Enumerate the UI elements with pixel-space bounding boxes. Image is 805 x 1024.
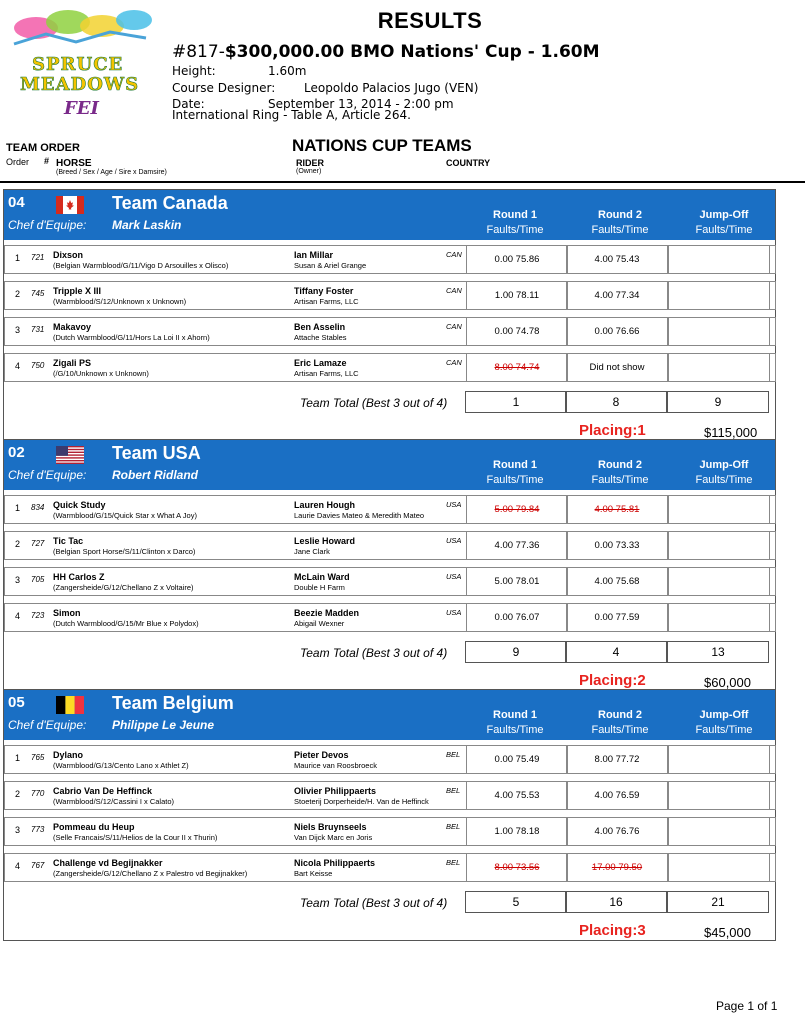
owner-name: Artisan Farms, LLC: [294, 369, 359, 378]
horse-details: (Dutch Warmblood/G/15/Mr Blue x Polydox): [53, 619, 199, 628]
logo-fei: FEI: [64, 98, 99, 119]
result-cell-r2: 0.00 73.33: [566, 531, 668, 560]
entry-order: 2: [15, 289, 21, 299]
team-number: 02: [8, 444, 25, 461]
team-header-bar: [4, 690, 775, 740]
table-row: [4, 817, 776, 846]
round-header-sub: Faults/Time: [486, 474, 544, 486]
flag-canada-icon: [56, 196, 84, 214]
horse-name: Zigali PS: [53, 358, 92, 368]
table-row: [4, 781, 776, 810]
team-prize: $45,000: [704, 925, 751, 940]
horse-details: (Zangersheide/G/12/Chellano Z x Palestro vd Begijnakker): [53, 869, 248, 878]
result-cell-jo: [668, 603, 770, 632]
height-value: 1.60m: [268, 64, 307, 78]
horse-details: (Warmblood/G/13/Cento Lano x Athlet Z): [53, 761, 189, 770]
flag-usa-icon: [56, 446, 84, 464]
horse-name: Dixson: [53, 250, 84, 260]
horse-name: Challenge vd Begijnakker: [53, 858, 163, 868]
rider-name: Ben Asselin: [294, 322, 346, 332]
result-cell-r2: 4.00 75.81: [566, 495, 668, 524]
team-header-bar: [4, 190, 775, 240]
event-title: [172, 42, 600, 62]
rider-country: USA: [446, 608, 462, 617]
height-row: [172, 64, 306, 78]
result-cell-r2: 17.00 79.50: [566, 853, 668, 882]
owner-name: Laurie Davies Mateo & Meredith Mateo: [294, 511, 425, 520]
entry-order: 3: [15, 825, 21, 835]
event-number: #817-: [172, 42, 225, 62]
round-header-sub: Faults/Time: [486, 724, 544, 736]
team-total-cell: 9: [667, 391, 769, 413]
round-header-jo: [674, 709, 774, 736]
horse-name: HH Carlos Z: [53, 572, 105, 582]
rider-country: BEL: [446, 858, 461, 867]
round-header-sub: Faults/Time: [591, 724, 649, 736]
entry-order: 4: [15, 861, 21, 871]
page-number: Page 1 of 1: [716, 999, 778, 1013]
entry-number: 767: [31, 861, 45, 870]
round-header-sub: Faults/Time: [695, 474, 753, 486]
horse-name: Pommeau du Heup: [53, 822, 135, 832]
result-cell-r2: 4.00 76.76: [566, 817, 668, 846]
logo-line-2: MEADOWS: [20, 74, 140, 95]
rider-name: Ian Millar: [294, 250, 334, 260]
round-header-title: Round 2: [598, 709, 642, 721]
entry-order: 4: [15, 361, 21, 371]
flag-belgium-icon: [56, 696, 84, 714]
round-header-title: Jump-Off: [699, 459, 749, 471]
horse-details: (Warmblood/S/12/Cassini I x Calato): [53, 797, 175, 806]
entry-number: 773: [31, 825, 45, 834]
result-cell-r2: 4.00 75.68: [566, 567, 668, 596]
result-cell-r1: 1.00 78.11: [466, 281, 568, 310]
entry-number: 765: [31, 753, 45, 762]
result-cell-r1: 4.00 75.53: [466, 781, 568, 810]
designer-label: Course Designer:: [172, 81, 276, 95]
date-value: September 13, 2014 - 2:00 pm: [268, 97, 454, 111]
round-header-jo: [674, 459, 774, 486]
result-cell-jo: [668, 781, 770, 810]
round-header-sub: Faults/Time: [695, 724, 753, 736]
round-header-r1: [465, 709, 565, 736]
result-cell-r1: 8.00 74.74: [466, 353, 568, 382]
owner-name: Double H Farm: [294, 583, 345, 592]
table-row: [4, 495, 776, 524]
result-cell-r2: 0.00 77.59: [566, 603, 668, 632]
team-total-cell: 16: [565, 891, 667, 913]
team-total-label: Team Total (Best 3 out of 4): [300, 396, 448, 410]
owner-name: Artisan Farms, LLC: [294, 297, 359, 306]
designer-value: Leopoldo Palacios Jugo (VEN): [304, 81, 479, 95]
horse-details: (Selle Francais/S/11/Helios de la Cour II x Thurin): [53, 833, 218, 842]
entry-order: 2: [15, 789, 21, 799]
chef-label: Chef d'Equipe:: [8, 718, 87, 732]
result-cell-jo: [668, 531, 770, 560]
result-cell-r2: 0.00 76.66: [566, 317, 668, 346]
team-header-bar: [4, 440, 775, 490]
horse-name: Dylano: [53, 750, 84, 760]
horse-name: Makavoy: [53, 322, 92, 332]
rider-country: BEL: [446, 786, 461, 795]
table-row: [4, 853, 776, 882]
height-label: Height:: [172, 64, 216, 78]
team-name: Team USA: [112, 443, 201, 463]
team-number: 04: [8, 194, 25, 211]
chef-name: Philippe Le Jeune: [112, 718, 215, 732]
result-cell-r1: 0.00 75.49: [466, 745, 568, 774]
team-total-cell: 5: [465, 891, 567, 913]
team-total-cell: 1: [465, 391, 567, 413]
horse-details: (Warmblood/S/12/Unknown x Unknown): [53, 297, 187, 306]
round-header-title: Round 2: [598, 459, 642, 471]
column-rider-sub: (Owner): [296, 168, 322, 175]
result-cell-r2: 4.00 77.34: [566, 281, 668, 310]
chef-name: Mark Laskin: [112, 218, 182, 232]
designer-row: [172, 81, 478, 95]
horse-name: Tic Tac: [53, 536, 84, 546]
rider-country: USA: [446, 536, 462, 545]
rider-country: CAN: [446, 322, 462, 331]
team-total-label: Team Total (Best 3 out of 4): [300, 896, 448, 910]
date-label: Date:: [172, 97, 205, 111]
round-header-r2: [570, 209, 670, 236]
column-horse-sub: (Breed / Sex / Age / Sire x Damsire): [56, 169, 167, 176]
team-prize: $115,000: [704, 425, 758, 440]
horse-details: (Belgian Warmblood/G/11/Vigo D Arsouilles x Olisco): [53, 261, 229, 270]
ring-info: International Ring - Table A, Article 264.: [172, 108, 411, 122]
horse-name: Quick Study: [53, 500, 106, 510]
result-cell-jo: [668, 281, 770, 310]
team-total-cell: 4: [565, 641, 667, 663]
entry-order: 1: [15, 253, 21, 263]
rider-name: Eric Lamaze: [294, 358, 347, 368]
rider-country: CAN: [446, 286, 462, 295]
chef-label: Chef d'Equipe:: [8, 468, 87, 482]
rider-name: Beezie Madden: [294, 608, 360, 618]
owner-name: Van Dijck Marc en Joris: [294, 833, 373, 842]
owner-name: Bart Keisse: [294, 869, 333, 878]
chef-name: Robert Ridland: [112, 468, 198, 482]
result-cell-jo: [668, 745, 770, 774]
rider-name: Nicola Philippaerts: [294, 858, 376, 868]
logo-line-1: SPRUCE: [32, 54, 124, 75]
entry-number: 750: [31, 361, 45, 370]
result-cell-jo: [668, 317, 770, 346]
result-cell-jo: [668, 245, 770, 274]
round-header-title: Jump-Off: [699, 209, 749, 221]
table-row: [4, 281, 776, 310]
team-placing: Placing:1: [579, 422, 646, 439]
table-row: [4, 317, 776, 346]
result-cell-r1: 0.00 74.78: [466, 317, 568, 346]
column-horse: HORSE: [56, 158, 92, 169]
team-number: 05: [8, 694, 25, 711]
entry-number: 723: [31, 611, 45, 620]
rider-name: Lauren Hough: [294, 500, 355, 510]
rider-name: McLain Ward: [294, 572, 350, 582]
result-cell-r1: 4.00 77.36: [466, 531, 568, 560]
team-prize: $60,000: [704, 675, 751, 690]
entry-order: 4: [15, 611, 21, 621]
result-cell-r1: 5.00 79.84: [466, 495, 568, 524]
rider-country: CAN: [446, 358, 462, 367]
result-cell-r2: Did not show: [566, 353, 668, 382]
round-header-title: Round 1: [493, 209, 537, 221]
owner-name: Susan & Ariel Grange: [294, 261, 367, 270]
horse-name: Cabrio Van De Heffinck: [53, 786, 153, 796]
round-header-title: Round 1: [493, 459, 537, 471]
team-name: Team Canada: [112, 193, 228, 213]
horse-details: (/G/10/Unknown x Unknown): [53, 369, 149, 378]
column-order: Order: [6, 157, 30, 167]
horse-name: Tripple X III: [53, 286, 102, 296]
team-total-cell: 21: [667, 891, 769, 913]
result-cell-r1: 0.00 76.07: [466, 603, 568, 632]
entry-number: 745: [31, 289, 45, 298]
team-total-label: Team Total (Best 3 out of 4): [300, 646, 448, 660]
round-header-title: Round 2: [598, 209, 642, 221]
team-placing: Placing:3: [579, 922, 646, 939]
table-row: [4, 353, 776, 382]
table-row: [4, 531, 776, 560]
team-placing: Placing:2: [579, 672, 646, 689]
rider-name: Tiffany Foster: [294, 286, 354, 296]
result-cell-jo: [668, 353, 770, 382]
entry-number: 834: [31, 503, 45, 512]
rider-country: USA: [446, 572, 462, 581]
horse-details: (Belgian Sport Horse/S/11/Clinton x Darco): [53, 547, 196, 556]
table-row: [4, 245, 776, 274]
round-header-sub: Faults/Time: [591, 224, 649, 236]
horse-details: (Warmblood/G/15/Quick Star x What A Joy): [53, 511, 197, 520]
round-header-sub: Faults/Time: [486, 224, 544, 236]
result-cell-jo: [668, 567, 770, 596]
horse-details: (Zangersheide/G/12/Chellano Z x Voltaire): [53, 583, 194, 592]
team-total-cell: 9: [465, 641, 567, 663]
round-header-sub: Faults/Time: [591, 474, 649, 486]
rider-country: USA: [446, 500, 462, 509]
team-total-cell: 8: [565, 391, 667, 413]
section-title: NATIONS CUP TEAMS: [292, 136, 472, 155]
rider-name: Olivier Philippaerts: [294, 786, 377, 796]
rider-name: Niels Bruynseels: [294, 822, 367, 832]
rider-country: BEL: [446, 822, 461, 831]
horse-details: (Dutch Warmblood/G/11/Hors La Loi II x Ahorn): [53, 333, 210, 342]
owner-name: Stoeterij Dorperheide/H. Van de Heffinck: [294, 797, 429, 806]
owner-name: Attache Stables: [294, 333, 347, 342]
horse-name: Simon: [53, 608, 81, 618]
round-header-r1: [465, 209, 565, 236]
result-cell-r1: 8.00 73.56: [466, 853, 568, 882]
entry-number: 727: [31, 539, 45, 548]
table-row: [4, 603, 776, 632]
round-header-r1: [465, 459, 565, 486]
owner-name: Jane Clark: [294, 547, 330, 556]
result-cell-r1: 5.00 78.01: [466, 567, 568, 596]
table-row: [4, 567, 776, 596]
column-number: #: [44, 156, 50, 166]
owner-name: Maurice van Roosbroeck: [294, 761, 377, 770]
entry-order: 3: [15, 325, 21, 335]
entry-number: 731: [31, 325, 45, 334]
rider-country: BEL: [446, 750, 461, 759]
team-order-label: TEAM ORDER: [6, 142, 80, 154]
result-cell-r1: 1.00 78.18: [466, 817, 568, 846]
rider-country: CAN: [446, 250, 462, 259]
result-cell-jo: [668, 495, 770, 524]
entry-number: 721: [31, 253, 45, 262]
result-cell-r2: 4.00 76.59: [566, 781, 668, 810]
chef-label: Chef d'Equipe:: [8, 218, 87, 232]
column-rider: RIDER: [296, 158, 325, 168]
round-header-title: Jump-Off: [699, 709, 749, 721]
result-cell-r2: 8.00 77.72: [566, 745, 668, 774]
round-header-r2: [570, 459, 670, 486]
entry-number: 705: [31, 575, 45, 584]
entry-order: 1: [15, 753, 21, 763]
result-cell-r2: 4.00 75.43: [566, 245, 668, 274]
result-cell-r1: 0.00 75.86: [466, 245, 568, 274]
rider-name: Leslie Howard: [294, 536, 356, 546]
result-cell-jo: [668, 817, 770, 846]
round-header-jo: [674, 209, 774, 236]
round-header-sub: Faults/Time: [695, 224, 753, 236]
owner-name: Abigail Wexner: [294, 619, 345, 628]
table-row: [4, 745, 776, 774]
team-total-cell: 13: [667, 641, 769, 663]
round-header-r2: [570, 709, 670, 736]
entry-number: 770: [31, 789, 45, 798]
result-cell-jo: [668, 853, 770, 882]
header-divider: [0, 181, 805, 183]
entry-order: 1: [15, 503, 21, 513]
entry-order: 2: [15, 539, 21, 549]
page-title: RESULTS: [377, 8, 483, 33]
round-header-title: Round 1: [493, 709, 537, 721]
team-name: Team Belgium: [112, 693, 234, 713]
entry-order: 3: [15, 575, 21, 585]
rider-name: Pieter Devos: [294, 750, 349, 760]
column-country: COUNTRY: [446, 158, 491, 168]
event-name: $300,000.00 BMO Nations' Cup - 1.60M: [224, 42, 600, 62]
